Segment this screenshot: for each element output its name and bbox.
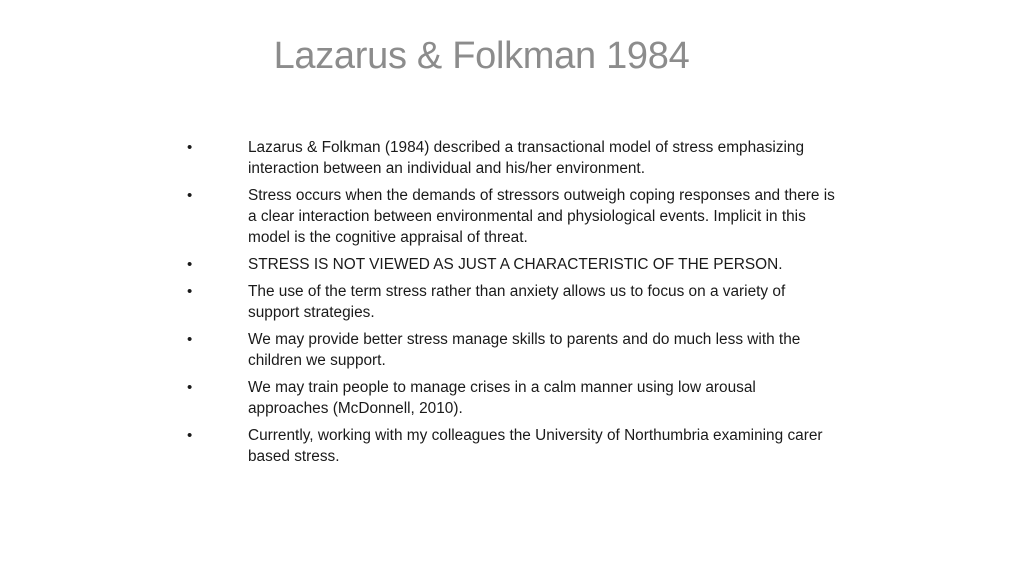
- list-item: [180, 329, 840, 371]
- bullet-text: STRESS IS NOT VIEWED AS JUST A CHARACTERISTIC OF THE PERSON.: [248, 256, 783, 273]
- bullet-text: The use of the term stress rather than anxiety allows us to focus on a variety of support strategies.: [248, 283, 786, 321]
- list-item: [180, 425, 840, 467]
- slide-title: Lazarus & Folkman 1984: [273, 35, 690, 77]
- bullet-icon: •: [187, 331, 193, 348]
- bullet-list: [180, 137, 840, 473]
- bullet-text: We may provide better stress manage skills to parents and do much less with the children we support.: [248, 331, 801, 369]
- bullet-icon: •: [187, 139, 193, 156]
- bullet-icon: •: [187, 379, 193, 396]
- bullet-text: Lazarus & Folkman (1984) described a transactional model of stress emphasizing interaction between an individual and his/her environment.: [248, 139, 805, 177]
- bullet-icon: •: [187, 256, 193, 273]
- bullet-text: Stress occurs when the demands of stressors outweigh coping responses and there is a clear interaction between environmental and physiological events. Implicit in this model is the cognitive appraisal of threat.: [248, 187, 835, 246]
- bullet-icon: •: [187, 283, 193, 300]
- bullet-text: Currently, working with my colleagues the University of Northumbria examining carer based stress.: [248, 427, 823, 465]
- list-item: [180, 281, 840, 323]
- bullet-icon: •: [187, 427, 193, 444]
- list-item: [180, 377, 840, 419]
- list-item: [180, 137, 840, 179]
- list-item: [180, 254, 840, 275]
- bullet-icon: •: [187, 187, 193, 204]
- bullet-text: We may train people to manage crises in a calm manner using low arousal approaches (McDonnell, 2010).: [248, 379, 756, 417]
- list-item: [180, 185, 840, 248]
